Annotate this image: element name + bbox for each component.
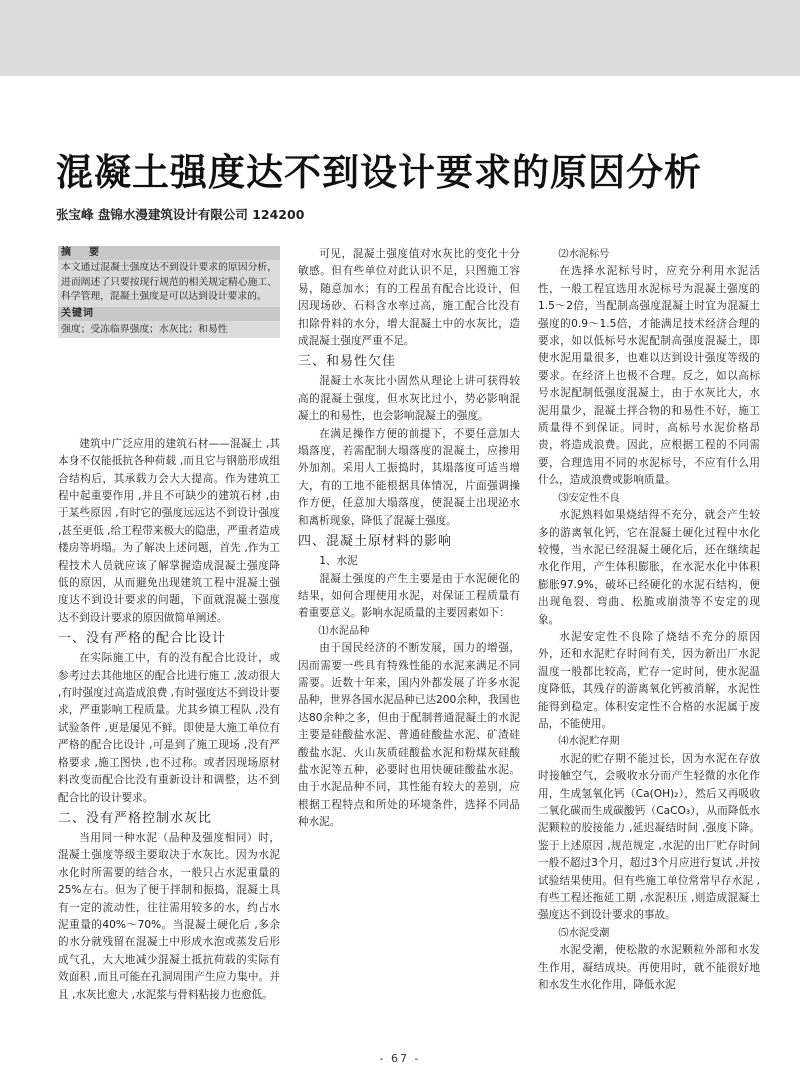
item-1-paragraph: 由于国民经济的不断发展，国力的增强，因而需要一些具有特殊性能的水泥来满足不同需要。近数十年来，国内外都发展了许多水泥品种，世界各国水泥品种已达200余种，我国也达80余种之多，但由于配制普通混凝土的水泥主要是硅酸盐水泥、普通硅酸盐水泥、矿渣硅酸盐水泥、火山灰质硅酸盐水泥和粉煤灰硅酸盐水泥等五种，必要时也用快硬硅酸盐水泥。由于水泥品种不同，其性能有较大的差别，应根据工程特点和所处的环境条件，选择不同品种水泥。	[298, 642, 520, 829]
item-3-paragraph-1: 水泥熟料如果烧结得不充分，就会产生较多的游离氧化钙，它在混凝土硬化过程中水化较慢，当水泥已经混凝土硬化后，还在继续起水化作用，产生体积膨胀，在水泥水化中体积膨胀97.9%，破坏已经硬化的水泥石结构，便出现龟裂、弯曲、松脆或崩溃等不安定的现象。	[538, 509, 760, 626]
item-4-paragraph: 水泥的贮存期不能过长，因为水泥在存放时接触空气，会吸收水分而产生轻微的水化作用，生成氢氧化钙（Ca(OH)₂），然后又再吸收二氧化碳而生成碳酸钙（CaCO₃），从而降低水泥颗粒的胶接能力 ,延迟凝结时间 ,强度下降。鉴于上述原因 ,规范规定 ,水泥的出厂贮存时间一般不超过3个月，超过3个月应进行复试 ,并按试验结果使用。但有些施工单位常常早存水泥 ,有些工程还拖延工期 ,水泥积压 ,则造成混凝土强度达不到设计要求的事故。	[538, 752, 760, 922]
article-title: 混凝土强度达不到设计要求的原因分析	[56, 151, 702, 194]
author-line: 张宝峰 盘锦水漫建筑设计有限公司 124200	[56, 207, 305, 222]
section-1-paragraph: 在实际施工中，有的没有配合比设计，或参考过去其他地区的配合比进行施工 ,波动很大 ,有时强度过高造成浪费 ,有时强度达不到设计要求，严重影响工程质量。尤其乡镇工程队 ,没有试验条件 ,更是屡见不鲜。即使是大施工单位有严格的配合比设计 ,可是到了施工现场 ,没有严格要求 ,施工图快 ,也不过称。或者因现场原材料改变而配合比没有重新设计和调整，达不到配合比的设计要求。	[58, 652, 280, 804]
intro-paragraph: 建筑中广泛应用的建筑石材——混凝土 ,其本身不仅能抵抗各种荷载 ,而且它与钢筋形成组合结构后，其承载力会大大提高。作为建筑工程中起重要作用 ,并且不可缺少的建筑石材 ,由于某些原因 ,有时它的强度远远达不到设计强度 ,甚至更低 ,给工程带来极大的隐患，严重者造成楼房等坍塌。为了解决上述问题，首先 ,作为工程技术人员就应该了解掌握造成混凝土强度降低的原因，从而避免出现建筑工程中混凝土强度达不到设计要求的问题，下面就混凝土强度达不到设计要求的原因做简单阐述。	[58, 437, 280, 624]
section-2-heading: 二、没有严格控制水灰比	[58, 810, 213, 826]
abstract-text: 本文通过混凝土强度达不到设计要求的原因分析，进而阐述了只要按现行规范的相关规定精心施工、科学管理，混凝土强度是可以达到设计要求的。	[61, 262, 277, 303]
section-3-heading: 三、和易性欠佳	[298, 354, 397, 370]
abstract-label: 摘 要	[58, 246, 280, 260]
item-4-heading: ⑷水泥贮存期	[558, 736, 620, 748]
abstract-box	[58, 246, 280, 338]
item-3-paragraph-2: 水泥安定性不良除了烧结不充分的原因外，还和水泥贮存时间有关，因为新出厂水泥温度一般都比较高，贮存一定时间，使水泥温度降低，其残存的游离氧化钙被消解，水泥性能得到稳定。体积安定性不合格的水泥属于废品，不能使用。	[538, 630, 760, 730]
section-3-paragraph-1: 混凝土水灰比小固然从理论上讲可获得较高的混凝土强度，但水灰比过小，势必影响混凝土的和易性，也会影响混凝土的强度。	[298, 375, 520, 423]
item-5-heading: ⑸水泥受潮	[558, 927, 610, 939]
column-2	[298, 246, 520, 832]
column-1	[58, 246, 280, 1004]
item-2-paragraph: 在选择水泥标号时，应充分利用水泥活性，一般工程宜选用水泥标号为混凝土强度的1.5～2倍，当配制高强度混凝土时宜为混凝土强度的0.9～1.5倍，才能满足技术经济合理的要求，如以低标号水泥配制高强度混凝土，即使水泥用量很多，也难以达到设计强度等级的要求。在经济上也极不合理。反之，如以高标号水泥配制低强度混凝土，由于水灰比大，水泥用量少，混凝土拌合物的和易性不好，施工质量得不到保证。同时，高标号水泥价格昂贵，将造成浪费。因此，应根据工程的不同需要，合理选用不同的水泥标号，不应有什么用什么，造成浪费或影响质量。	[538, 265, 760, 487]
item-2-heading: ⑵水泥标号	[558, 249, 610, 260]
section-4-paragraph-1: 混凝土强度的产生主要是由于水泥硬化的结果，如何合理使用水泥，对保证工程质量有着重要意义。影响水泥质量的主要因素如下：	[298, 572, 520, 620]
page-number: - 67 -	[379, 1052, 421, 1065]
section-4-heading: 四、混凝土原材料的影响	[298, 534, 453, 550]
section-2-paragraph-1: 当用同一种水泥（品种及强度相同）时，混凝土强度等级主要取决于水灰比。因为水泥水化时所需要的结合水，一般只占水泥重量的25%左右。但为了便于拌制和振捣，混凝土具有一定的流动性，往往需用较多的水，约占水泥重量的40%～70%。当混凝土硬化后 ,多余的水分就残留在混凝土中形成水泡或蒸发后形成气孔，大大地减少混凝土抵抗荷载的实际有效面积 ,而且可能在孔洞周围产生应力集中。并且 ,水灰比愈大 ,水泥浆与骨料粘接力也愈低。	[58, 831, 280, 1001]
section-2-paragraph-2: 可见，混凝土强度值对水灰比的变化十分敏感。但有些单位对此认识不足，只图施工容易，随意加水；有的工程虽有配合比设计，但因现场砂、石料含水率过高，施工配合比没有扣除骨料的水分，增大混凝土中的水灰比，造成混凝土强度严重不足。	[298, 248, 520, 348]
keywords-label: 关键词	[58, 307, 280, 321]
header-band	[0, 0, 800, 76]
item-3-heading: ⑶安定性不良	[558, 492, 620, 504]
section-3-paragraph-2: 在满足操作方便的前提下，不要任意加大塌落度，若需配制大塌落度的混凝土，应掺用外加剂。采用人工振捣时，其塌落度可适当增大，有的工地不能根据具体情况，片面强调操作方便，任意加大塌落度，使混凝土出现泌水和离析现象，降低了混凝土强度。	[298, 427, 520, 527]
keywords-text: 强度；受冻临界强度；水灰比；和易性	[61, 323, 228, 335]
column-3	[538, 246, 760, 994]
item-5-paragraph: 水泥受潮，使松散的水泥颗粒外部和水发生作用，凝结成块。再使用时，就不能很好地和水发生水化作用，降低水泥	[538, 944, 760, 992]
section-1-heading: 一、没有严格的配合比设计	[58, 631, 227, 647]
subsection-cement-heading: 1、水泥	[319, 555, 358, 568]
item-1-heading: ⑴水泥品种	[318, 625, 370, 637]
